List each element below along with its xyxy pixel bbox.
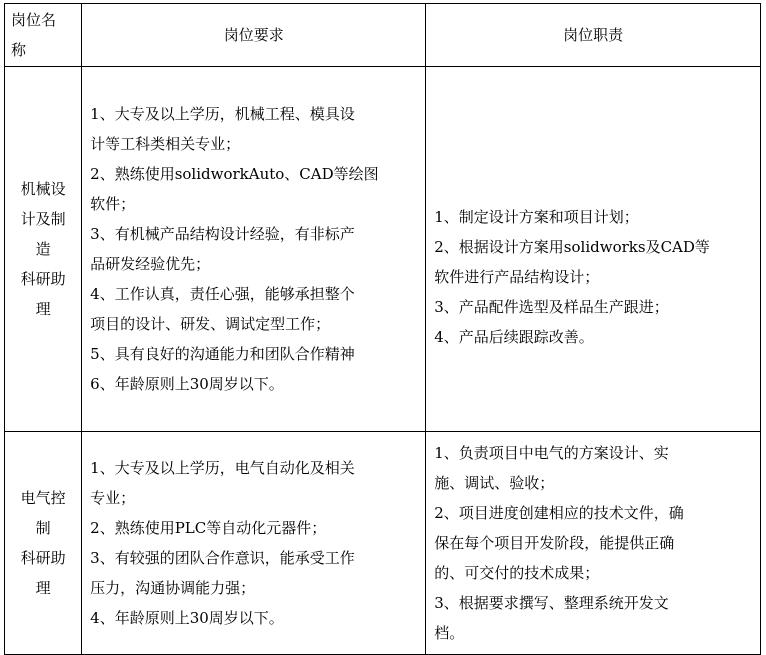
duties-cell — [426, 432, 761, 655]
job-table — [4, 3, 761, 655]
requirement-line: 5、具有良好的沟通能力和团队合作精神 — [90, 345, 355, 363]
requirement-line: 计等工科类相关专业； — [90, 135, 241, 153]
duties-cell — [426, 67, 761, 432]
requirement-line: 1、大专及以上学历，电气自动化及相关 — [90, 459, 355, 477]
duty-line: 2、根据设计方案用solidworks及CAD等 — [434, 238, 710, 256]
duty-line: 4、产品后续跟踪改善。 — [434, 328, 594, 346]
duty-line: 1、负责项目中电气的方案设计、实 — [434, 444, 669, 462]
requirement-line: 4、工作认真，责任心强，能够承担整个 — [90, 285, 355, 303]
requirement-line: 3、有机械产品结构设计经验，有非标产 — [90, 225, 355, 243]
requirement-line: 专业； — [90, 489, 136, 507]
duty-line: 2、项目进度创建相应的技术文件，确 — [434, 504, 684, 522]
position-name-line: 制 — [35, 519, 51, 537]
requirement-line: 4、年龄原则上30周岁以下。 — [90, 609, 284, 627]
requirement-line: 项目的设计、研发、调试定型工作； — [90, 315, 331, 333]
requirement-line: 6、年龄原则上30周岁以下。 — [90, 375, 284, 393]
position-name-line: 科研助 — [20, 270, 66, 288]
requirement-line: 3、有较强的团队合作意识，能承受工作 — [90, 549, 355, 567]
duty-line: 软件进行产品结构设计； — [434, 268, 600, 286]
requirement-line: 软件； — [90, 195, 136, 213]
position-name-line: 理 — [35, 300, 51, 318]
position-name-line: 造 — [35, 240, 51, 258]
duty-line: 1、制定设计方案和项目计划； — [434, 208, 639, 226]
requirement-line: 品研发经验优先； — [90, 255, 211, 273]
duty-line: 的、可交付的技术成果； — [434, 564, 600, 582]
position-name-line: 科研助 — [20, 549, 66, 567]
requirements-cell — [82, 67, 426, 432]
header-position-name — [5, 4, 82, 67]
position-name-line: 理 — [35, 579, 51, 597]
header-name-line: 称 — [11, 41, 27, 59]
header-duties: 岗位职责 — [426, 4, 761, 67]
duty-line: 3、根据要求撰写、整理系统开发文 — [434, 594, 669, 612]
table-row — [5, 67, 761, 432]
requirement-line: 压力，沟通协调能力强； — [90, 579, 256, 597]
requirement-line: 2、熟练使用solidworkAuto、CAD等绘图 — [90, 165, 379, 183]
position-name-line: 机械设 — [20, 180, 66, 198]
position-name-cell — [5, 432, 82, 655]
duty-line: 档。 — [434, 624, 465, 642]
requirements-cell — [82, 432, 426, 655]
duty-line: 保在每个项目开发阶段，能提供正确 — [434, 534, 675, 552]
header-row — [5, 4, 761, 67]
header-requirements: 岗位要求 — [82, 4, 426, 67]
position-name-cell — [5, 67, 82, 432]
duty-line: 3、产品配件选型及样品生产跟进； — [434, 298, 669, 316]
header-name-line: 岗位名 — [11, 11, 57, 29]
position-name-line: 计及制 — [20, 210, 66, 228]
table-row — [5, 432, 761, 655]
requirement-line: 2、熟练使用PLC等自动化元器件； — [90, 519, 327, 537]
requirement-line: 1、大专及以上学历，机械工程、模具设 — [90, 105, 355, 123]
position-name-line: 电气控 — [20, 489, 66, 507]
duty-line: 施、调试、验收； — [434, 474, 555, 492]
